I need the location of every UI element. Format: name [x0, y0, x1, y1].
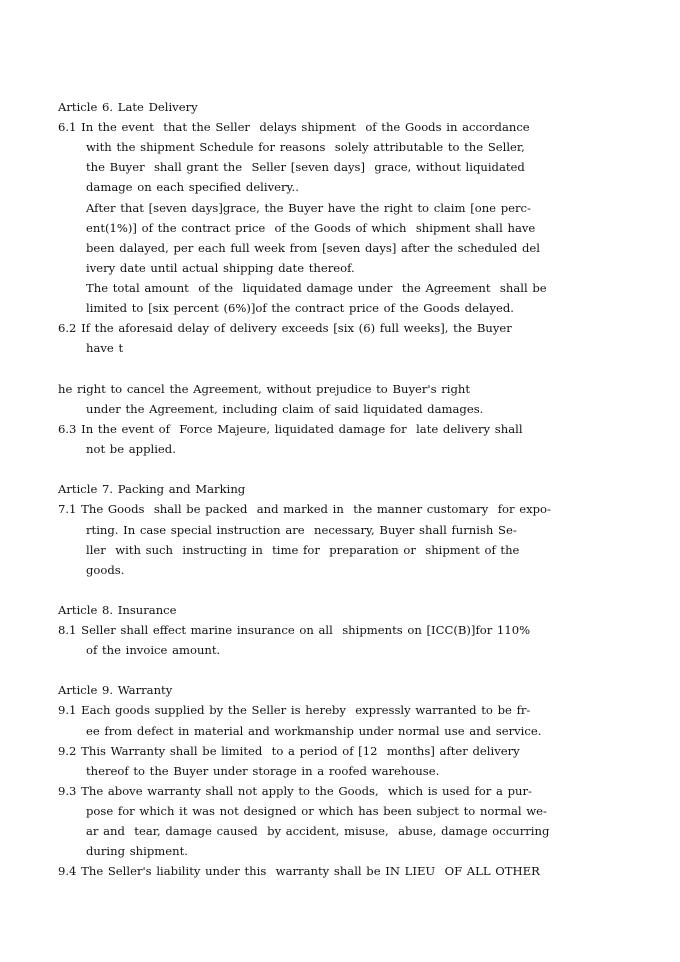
article-7-heading: Article 7. Packing and Marking: [58, 482, 246, 496]
clause-6-1-line: with the shipment Schedule for reasons solely attributable to the Seller,: [86, 140, 525, 154]
clause-9-3: 9.3 The above warranty shall not apply to the Goods, which is used for a pur-: [58, 784, 532, 798]
clause-6-1-line: ent(1%)] of the contract price of the Goods of which shipment shall have: [86, 221, 536, 235]
clause-6-1-line: limited to [six percent (6%)]of the contract price of the Goods delayed.: [86, 301, 514, 315]
clause-9-3-line: pose for which it was not designed or which has been subject to normal we-: [86, 804, 547, 818]
clause-6-3: 6.3 In the event of Force Majeure, liquidated damage for late delivery shall: [58, 422, 523, 436]
clause-9-3-line: ar and tear, damage caused by accident, misuse, abuse, damage occurring: [86, 824, 550, 838]
clause-6-3-line: not be applied.: [86, 442, 176, 456]
clause-9-2: 9.2 This Warranty shall be limited to a period of [12 months] after delivery: [58, 744, 520, 758]
clause-6-1-line: been dalayed, per each full week from [seven days] after the scheduled del: [86, 241, 540, 255]
clause-6-2: 6.2 If the aforesaid delay of delivery exceeds [six (6) full weeks], the Buyer: [58, 321, 512, 335]
clause-6-1: 6.1 In the event that the Seller delays shipment of the Goods in accordance: [58, 120, 530, 134]
clause-7-1-line: ller with such instructing in time for preparation or shipment of the: [86, 543, 520, 557]
clause-6-1-line: ivery date until actual shipping date thereof.: [86, 261, 355, 275]
clause-8-1-line: of the invoice amount.: [86, 643, 221, 657]
clause-9-1-line: ee from defect in material and workmanship under normal use and service.: [86, 724, 542, 738]
clause-6-1-line: the Buyer shall grant the Seller [seven days] grace, without liquidated: [86, 160, 525, 174]
clause-7-1: 7.1 The Goods shall be packed and marked in the manner customary for expo-: [58, 502, 551, 516]
clause-6-1-line: The total amount of the liquidated damage under the Agreement shall be: [86, 281, 547, 295]
article-6-heading: Article 6. Late Delivery: [58, 100, 198, 114]
clause-6-2-line: he right to cancel the Agreement, without prejudice to Buyer's right: [58, 382, 471, 396]
clause-7-1-line: rting. In case special instruction are necessary, Buyer shall furnish Se-: [86, 523, 517, 537]
article-9-heading: Article 9. Warranty: [58, 683, 173, 697]
article-8-heading: Article 8. Insurance: [58, 603, 177, 617]
clause-9-4: 9.4 The Seller's liability under this warranty shall be IN LIEU OF ALL OTHER: [58, 864, 540, 878]
clause-6-1-line: damage on each specified delivery..: [86, 180, 299, 194]
clause-6-2-line: have t: [86, 341, 124, 355]
clause-9-1: 9.1 Each goods supplied by the Seller is hereby expressly warranted to be fr-: [58, 703, 531, 717]
clause-7-1-line: goods.: [86, 563, 125, 577]
clause-9-3-line: during shipment.: [86, 844, 188, 858]
clause-6-1-line: After that [seven days]grace, the Buyer have the right to claim [one perc-: [86, 201, 531, 215]
clause-6-2-line: under the Agreement, including claim of said liquidated damages.: [86, 402, 484, 416]
clause-9-2-line: thereof to the Buyer under storage in a roofed warehouse.: [86, 764, 440, 778]
clause-8-1: 8.1 Seller shall effect marine insurance on all shipments on [ICC(B)]for 110%: [58, 623, 531, 637]
